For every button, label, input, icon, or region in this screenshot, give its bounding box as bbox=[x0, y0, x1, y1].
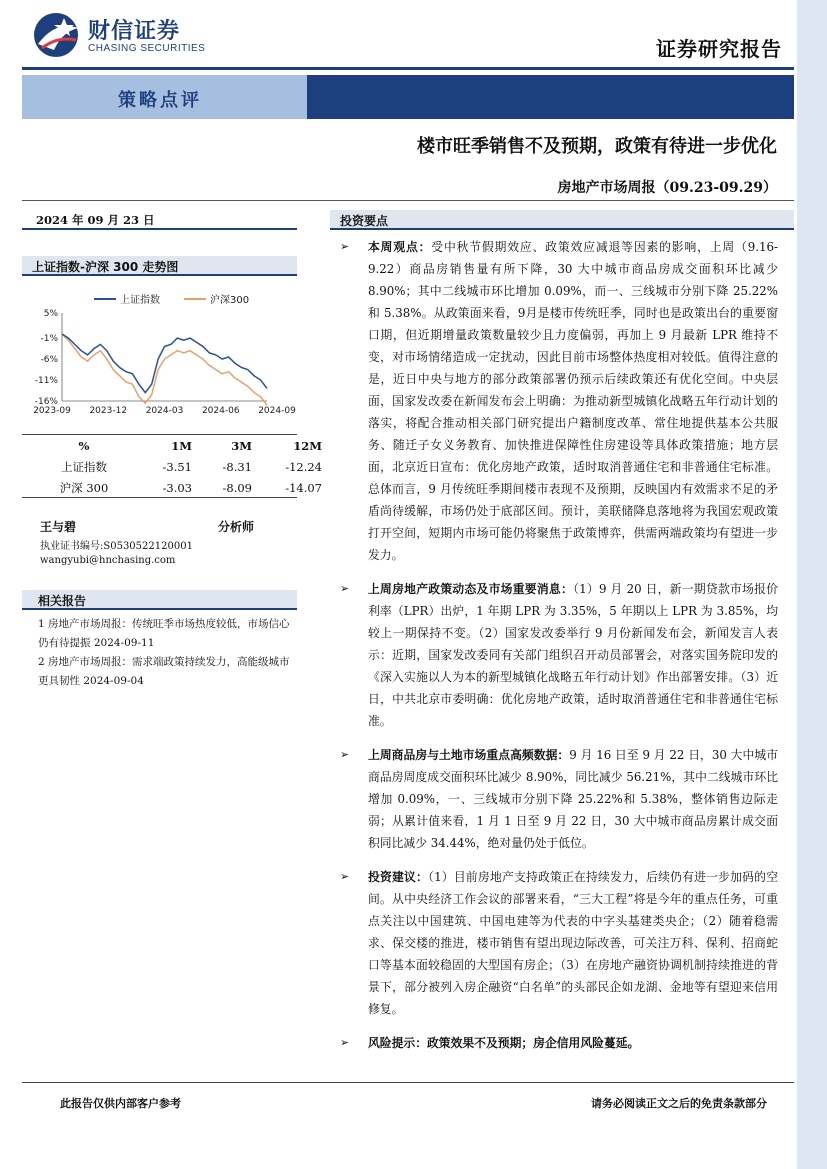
index-trend-chart bbox=[22, 283, 297, 423]
series-line-sse bbox=[62, 334, 267, 393]
highlight-item bbox=[340, 866, 778, 1020]
table-header-cell: 1M bbox=[171, 438, 192, 453]
arrow-bullet-icon: ➢ bbox=[340, 1036, 350, 1049]
logo-english: CHASING SECURITIES bbox=[88, 43, 206, 54]
highlight-lead: 上周商品房与土地市场重点高频数据： bbox=[368, 748, 570, 762]
legend-label: 上证指数 bbox=[120, 295, 160, 306]
analyst-name: 王与碧 bbox=[40, 520, 77, 534]
highlight-lead: 投资建议： bbox=[368, 870, 429, 884]
table-cell: -8.09 bbox=[222, 480, 252, 495]
footer-note: 此报告仅供内部客户参考 bbox=[60, 1097, 181, 1110]
related-section-title: 相关报告 bbox=[38, 594, 87, 608]
table-cell: -14.07 bbox=[285, 480, 322, 495]
chart-section-title: 上证指数-沪深 300 走势图 bbox=[32, 260, 179, 274]
analyst-role: 分析师 bbox=[218, 520, 255, 534]
highlight-text: 受中秋节假期效应、政策效应减退等因素的影响，上周（9.16-9.22）商品房销售量有所下降，30 大中城市商品房成交面积环比减少 8.90%；其中二线城市环比增加 0.09%，而一、三线城市分别下降 25.22%和 5.38%。从政策面来看，9月是楼市传统旺季，同时也是政策出台的重要窗口期，但近期增量政策数量较少且力度偏弱，再加上 9 月最新 LPR 维持不变，对市场情绪造成一定扰动，因此目前市场整体热度相对较低。值得注意的是，近日中央与地方的部分政策部署仍预示后续政策还有优化空间。中央层面，国家发改委在新闻发布会上明确：为推动新型城镇化战略五年行动计划的落实，将配合推动相关部门研究提出户籍制度改革、常住地提供基本公共服务、随迁子女义务教育、加快推进保障性住房建设等具体政策措施；地方层面，北京近日宣布：优化房地产政策，适时取消普通住宅和非普通住宅标准。总体而言，9 月传统旺季期间楼市表现不及预期，反映国内有效需求不足的矛盾尚待缓解，市场仍处于底部区间。预计，美联储降息落地将为我国宏观政策打开空间，短期内市场可能仍将聚焦于政策博弈，供需两端政策均有望进一步发力。 bbox=[368, 240, 778, 562]
related-reports-list bbox=[38, 615, 298, 691]
page-title: 楼市旺季销售不及预期，政策有待进一步优化 bbox=[417, 136, 777, 157]
y-tick-label: -11% bbox=[34, 376, 58, 387]
table-header-cell: 12M bbox=[293, 438, 322, 453]
x-tick-label: 2023-12 bbox=[89, 406, 128, 416]
arrow-bullet-icon: ➢ bbox=[340, 582, 350, 595]
table-cell: -3.03 bbox=[162, 480, 192, 495]
highlight-item bbox=[340, 578, 778, 732]
related-report-item[interactable]: 2 房地产市场周报：需求端政策持续发力，高能级城市更具韧性 2024-09-04 bbox=[38, 656, 290, 687]
arrow-bullet-icon: ➢ bbox=[340, 870, 350, 883]
arrow-bullet-icon: ➢ bbox=[340, 748, 350, 761]
report-type: 证券研究报告 bbox=[656, 37, 782, 61]
footer-disclaimer: 请务必阅读正文之后的免责条款部分 bbox=[591, 1097, 767, 1110]
x-tick-label: 2024-03 bbox=[145, 406, 184, 416]
table-bottom-rule bbox=[22, 497, 297, 498]
table-cell: -12.24 bbox=[285, 459, 322, 474]
arrow-bullet-icon: ➢ bbox=[340, 240, 350, 253]
table-header-cell: 3M bbox=[231, 438, 252, 453]
x-tick-label: 2024-09 bbox=[258, 406, 296, 416]
footer-divider bbox=[22, 1082, 794, 1083]
y-tick-label: -1% bbox=[40, 334, 58, 345]
table-cell: -3.51 bbox=[162, 459, 192, 474]
subtitle-divider bbox=[22, 200, 794, 201]
performance-table bbox=[40, 435, 328, 498]
table-row bbox=[40, 456, 328, 477]
date-underline bbox=[22, 208, 297, 230]
report-date: 2024 年 09 月 23 日 bbox=[36, 213, 155, 227]
category-label: 策略点评 bbox=[118, 90, 202, 111]
header-divider bbox=[22, 67, 794, 70]
x-tick-label: 2024-06 bbox=[201, 406, 240, 416]
x-tick-label: 2023-09 bbox=[33, 406, 71, 416]
table-cell: 沪深 300 bbox=[59, 480, 109, 495]
highlight-item bbox=[340, 744, 778, 854]
y-tick-label: -16% bbox=[34, 397, 58, 407]
highlight-item bbox=[340, 1032, 778, 1054]
legend-label: 沪深300 bbox=[210, 295, 250, 306]
logo-name: 财信证券 bbox=[88, 19, 181, 44]
related-report-item[interactable]: 1 房地产市场周报：传统旺季市场热度较低，市场信心仍有待提振 2024-09-11 bbox=[38, 618, 290, 649]
y-tick-label: 5% bbox=[43, 309, 58, 319]
highlights-section-title: 投资要点 bbox=[340, 214, 389, 228]
side-strip bbox=[797, 0, 827, 1169]
table-row bbox=[40, 477, 328, 498]
highlight-text: （1）9 月 20 日，新一期贷款市场报价利率（LPR）出炉，1 年期 LPR 为 3.35%，5 年期以上 LPR 为 3.85%，均较上一期保持不变。（2）国家发改委举行 9 月份新闻发布会，新闻发言人表示：近期，国家发改委同有关部门组织召开动员部署会，对落实国务院印发的《深入实施以人为本的新型城镇化战略五年行动计划》作出部署安排。（3）近日，中共北京市委明确：优化房地产政策，适时取消普通住宅和非普通住宅标准。 bbox=[368, 582, 778, 728]
table-header-cell: % bbox=[78, 438, 90, 453]
highlight-lead: 本周观点： bbox=[368, 240, 432, 254]
highlight-item bbox=[340, 236, 778, 566]
analyst-email[interactable]: wangyubi@hnchasing.com bbox=[40, 555, 176, 566]
table-cell: -8.31 bbox=[222, 459, 252, 474]
highlights-section-bar bbox=[330, 210, 794, 230]
category-bar-dark bbox=[307, 75, 794, 119]
page-subtitle: 房地产市场周报（09.23-09.29） bbox=[557, 180, 777, 196]
analyst-license: 执业证书编号:S0530522120001 bbox=[40, 541, 193, 552]
highlight-text: 9 月 16 日至 9 月 22 日，30 大中城市商品房周度成交面积环比减少 8.90%，同比减少 56.21%，其中二线城市环比增加 0.09%，一、三线城市分别下降 25.22%和 5.38%，整体销售边际走弱；从累计值来看，1 月 1 日至 9 月 22 日，30 大中城市商品房累计成交面积同比减少 34.44%，绝对量仍处于低位。 bbox=[368, 748, 778, 850]
series-line-csi300 bbox=[62, 334, 267, 405]
analyst-info bbox=[40, 540, 193, 568]
highlight-lead: 上周房地产政策动态及市场重要消息： bbox=[368, 582, 574, 596]
table-cell: 上证指数 bbox=[61, 459, 107, 474]
highlights-list bbox=[340, 236, 778, 1066]
table-header-row bbox=[40, 435, 328, 456]
highlight-lead: 风险提示：政策效果不及预期；房企信用风险蔓延。 bbox=[368, 1036, 640, 1050]
y-tick-label: -6% bbox=[40, 355, 58, 366]
highlight-text: （1）目前房地产支持政策正在持续发力，后续仍有进一步加码的空间。从中央经济工作会议的部署来看，“三大工程”将是今年的重点任务，可重点关注以中国建筑、中国电建等为代表的中字头基建类央企；（2）随着稳需求、保交楼的推进，楼市销售有望出现边际改善，可关注万科、保利、招商蛇口等基本面较稳固的大型国有房企；（3）在房地产融资协调机制持续推进的背景下，部分被列入房企融资“白名单”的头部民企如龙湖、金地等有望迎来信用修复。 bbox=[368, 870, 778, 1016]
